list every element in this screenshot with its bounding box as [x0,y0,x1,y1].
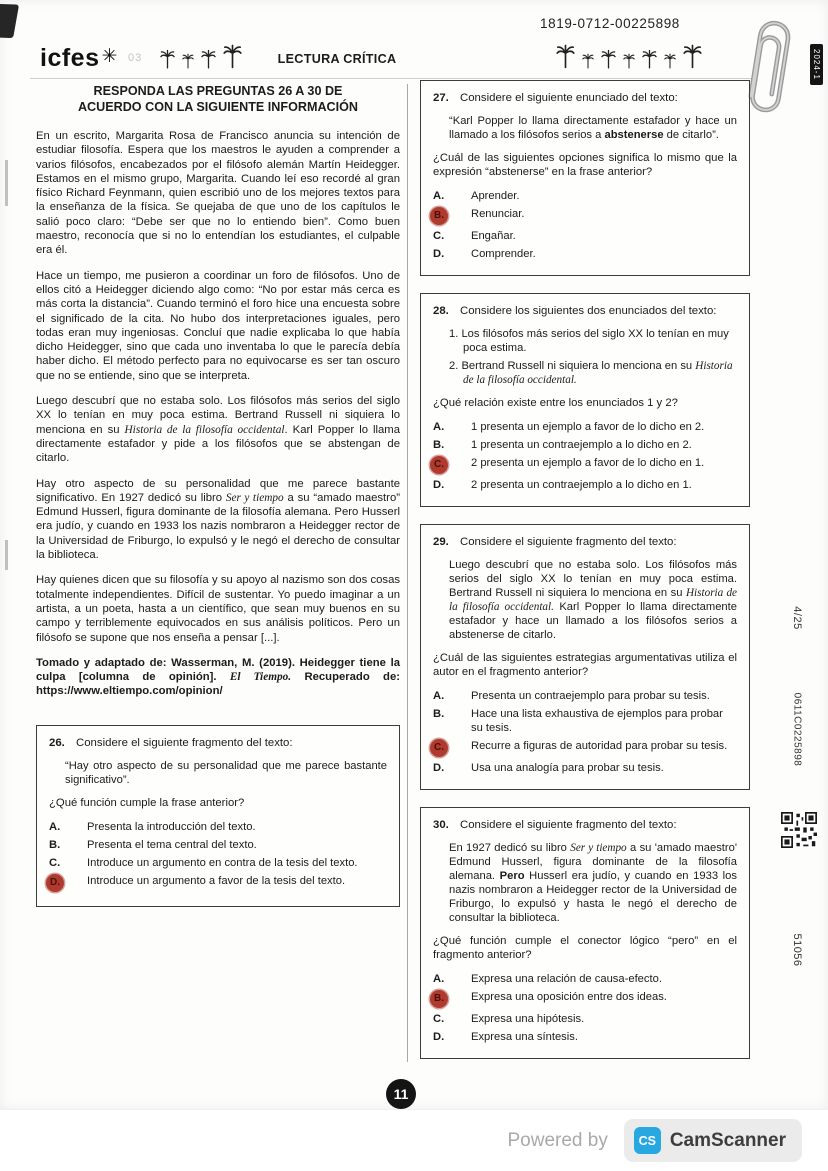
question-26 [36,725,400,907]
camscanner-logo-icon: CS [634,1127,661,1154]
instructions-title [36,84,400,115]
camscanner-name: CamScanner [669,1129,786,1151]
statement-list [433,327,737,387]
statement-1: 1. Los filósofos más serios del siglo XX lo tenían en muy poca estima. [449,328,729,354]
question-header [433,818,737,832]
option-a[interactable] [433,420,737,434]
question-intro: Considere el siguiente fragmento del texto: [460,536,677,548]
option-letter: D. [433,762,445,774]
option-letter-marked: C. [430,739,448,757]
option-text: Expresa una síntesis. [471,1031,578,1043]
passage-source: Tomado y adaptado de: Wasserman, M. (2019). Heidegger tiene la culpa [columna de opinión]. El Tiempo. Recuperado de: https://www.eltiempo.com/opinion/ [36,656,401,698]
option-text: 2 presenta un contraejemplo a lo dicho en 1. [471,479,692,491]
instructions-line1: RESPONDA LAS PREGUNTAS 26 A 30 DE [93,84,343,98]
year-tag: 2024-1 [810,44,823,85]
document-number: 1819-0712-00225898 [540,16,680,31]
question-prompt: ¿Cuál de las siguientes estrategias argumentativas utiliza el autor en el fragmento anterior? [433,652,737,678]
option-text: Expresa una hipótesis. [471,1013,585,1025]
book-title: Historia de la filosofía occidental. [463,360,733,386]
option-text: 1 presenta un ejemplo a favor de lo dicho en 2. [471,421,705,433]
option-text: Expresa una relación de causa-efecto. [471,973,662,985]
option-text: Hace una lista exhaustiva de ejemplos para probar su tesis. [471,708,723,734]
question-28 [420,293,750,507]
page-title: LECTURA CRÍTICA [277,52,397,66]
statement-2: 2. Bertrand Russell ni siquiera lo menciona en su Historia de la filosofía occidental. [449,360,733,386]
option-a[interactable] [433,189,737,203]
palm-tree-icon [642,48,657,69]
book-title: Historia de la filosofía occidental. [449,587,737,613]
option-text: 2 presenta un ejemplo a favor de lo dicho en 1. [471,457,705,469]
question-intro: Considere los siguientes dos enunciados del texto: [460,305,717,317]
passage-paragraph: En un escrito, Margarita Rosa de Francisco anuncia su intención de estudiar filosofía. Espera que los maestros le ayuden a comprender a varios filósofos, encabezados por el filósofo alemán Martín Heidegger. Estamos en el mismo grupo, Margarita. Cuando leí eso recordé al gran físico Richard Feynmann, quien escribió uno de los mejores textos para la enseñanza de la física. Se quejaba de que uno de los capítulos le salió poco claro: “Debe ser que no lo entiendo bien”. Como buen maestro, reconocía que si no lo entendían los estudiantes, el culpable era él. [36,130,400,257]
palm-tree-icon [601,48,616,69]
option-d[interactable] [433,247,737,261]
icfes-logo-text: icfes [40,44,100,72]
icfes-logo [40,44,118,73]
option-text: Aprender. [471,190,520,202]
option-c[interactable] [433,456,737,474]
option-d[interactable] [433,761,737,775]
emphasized-word: abstenerse [604,129,664,141]
palm-tree-icon [683,42,702,69]
option-text: Presenta un contraejemplo para probar su tesis. [471,690,710,702]
option-text: Comprender. [471,248,536,260]
question-27 [420,80,750,276]
passage-paragraph: Luego descubrí que no estaba solo. Los filósofos más serios del siglo XX lo tenían en muy poca estima. Bertrand Russell ni siquiera lo menciona en su Historia de la filosofía occidental. Karl Popper lo llama directamente estafador y pide a los filósofos que se abstengan de citarlo. [36,395,401,465]
palm-tree-icon [223,42,242,69]
option-letter: B. [49,838,61,851]
option-letter: D. [433,479,445,491]
option-letter: C. [433,230,445,242]
right-column [420,80,750,1076]
option-text: Expresa una oposición entre dos ideas. [471,991,667,1003]
option-b[interactable] [49,838,387,852]
option-letter: D. [433,1031,445,1043]
flower-icon: ✳ [101,46,118,67]
exam-booklet-code: 03 [128,52,143,64]
question-quote: En 1927 dedicó su libro Ser y tiempo a su 'amado maestro' Edmund Husserl, figura dominante de la filosofía alemana. Pero Husserl era judío, y cuando en 1933 los nazis nombraron a Heidegger rector de la Universidad de Friburgo, lo expulsó y hasta le negó el derecho de consultar la biblioteca. [449,842,737,924]
option-text: Usa una analogía para probar su tesis. [471,762,664,774]
option-letter: A. [433,973,445,985]
option-letter: C. [433,1013,445,1025]
palm-tree-icon [556,42,575,69]
option-a[interactable] [433,972,737,986]
option-letter: A. [433,421,445,433]
option-b[interactable] [433,207,737,225]
question-number: 30. [433,819,449,831]
palm-tree-icon [160,48,175,69]
page-number-badge: 11 [386,1079,416,1109]
option-a[interactable] [433,689,737,703]
option-letter-marked: B. [430,207,448,225]
question-prompt: ¿Qué relación existe entre los enunciados 1 y 2? [433,397,678,409]
option-letter-marked: B. [430,990,448,1008]
question-header [49,736,387,750]
question-header [433,91,737,105]
options-list [433,972,737,1044]
option-text: Introduce un argumento a favor de la tesis del texto. [87,874,346,887]
palm-tree-icon [182,52,194,69]
option-letter-marked: D. [46,874,64,892]
option-c[interactable] [433,1012,737,1026]
instructions-line2: ACUERDO CON LA SIGUIENTE INFORMACIÓN [77,99,359,114]
option-b[interactable] [433,438,737,452]
palm-tree-icon [582,52,594,69]
option-b[interactable] [433,707,737,735]
scan-edge-mark [5,540,8,570]
newspaper-title: El Tiempo. [229,671,292,684]
question-number: 27. [433,92,449,104]
question-quote: “Hay otro aspecto de su personalidad que me parece bastante significativo”. [65,759,387,786]
question-intro: Considere el siguiente enunciado del texto: [460,92,678,104]
scan-edge-mark [5,160,8,206]
powered-by-label: Powered by [507,1129,608,1151]
question-prompt: ¿Qué función cumple el conector lógico “pero” en el fragmento anterior? [433,935,737,961]
option-letter: B. [433,708,445,720]
option-b[interactable] [433,990,737,1008]
option-text: Presenta el tema central del texto. [87,838,257,851]
option-letter: A. [49,820,61,833]
question-header [433,535,737,549]
question-prompt: ¿Cuál de las siguientes opciones significa lo mismo que la expresión “abstenerse” en la frase anterior? [433,152,737,178]
palm-tree-icon [664,52,676,69]
question-header [433,304,737,318]
options-list [433,689,737,775]
question-intro: Considere el siguiente fragmento del texto: [460,819,677,831]
options-list [433,189,737,261]
question-number: 29. [433,536,449,548]
passage-paragraph: Hace un tiempo, me pusieron a coordinar un foro de filósofos. Uno de ellos citó a Heidegger diciendo algo como: “No por estar más cerca es más corta la distancia”. Cuando terminó el foro hice una encuesta sobre el significado de la cita. No hubo dos interpretaciones iguales, pero todas eran muy ingeniosas. Concluí que nadie explicaba lo que había dicho Heidegger, sino que cada uno inventaba lo que le parecía debía haber dicho. El método perfecto para no equivocarse es ser tan oscuro que no se entiende, sino que se interpreta. [36,269,400,382]
margin-page-fraction: 4/25 [791,606,803,630]
left-column [36,84,400,907]
option-letter: A. [433,190,445,202]
qr-code [781,812,817,848]
book-title: Historia de la filosofía occidental [124,423,285,436]
reading-passage [36,129,400,699]
question-number: 26. [49,736,65,749]
options-list [433,420,737,492]
emphasized-word: Pero [499,870,525,882]
palm-icon-group-right [556,42,702,69]
question-prompt: ¿Qué función cumple la frase anterior? [49,796,245,809]
option-c[interactable] [49,856,387,870]
margin-serial-number: 51056 [791,933,803,967]
column-divider [407,84,408,1062]
palm-tree-icon [201,48,216,69]
option-a[interactable] [49,820,387,834]
option-text: Engañar. [471,230,516,242]
option-text: 1 presenta un contraejemplo a lo dicho en 2. [471,439,692,451]
palm-icon-group-left [160,42,242,69]
option-d[interactable] [433,1030,737,1044]
option-letter-marked: C. [430,456,448,474]
option-text: Introduce un argumento en contra de la tesis del texto. [87,856,358,869]
option-letter: A. [433,690,445,702]
question-quote: “Karl Popper lo llama directamente estafador y hace un llamado a los filósofos serios a abstenerse de citarlo”. [449,115,737,141]
option-d[interactable] [433,478,737,492]
question-number: 28. [433,305,449,317]
palm-tree-icon [623,52,635,69]
camscanner-badge[interactable] [624,1119,802,1162]
question-quote: Luego descubrí que no estaba solo. Los filósofos más serios del siglo XX lo tenían en muy poca estima. Bertrand Russell ni siquiera lo menciona en su Historia de la filosofía occidental. Karl Popper lo llama directamente estafador y hace un llamado a los filósofos serios a abstenerse de citarlo. [449,559,737,641]
option-c[interactable] [433,229,737,243]
header-divider [30,78,752,79]
option-letter: B. [433,439,445,451]
option-letter: D. [433,248,445,260]
passage-paragraph: Hay quienes dicen que su filosofía y su apoyo al nazismo son dos cosas totalmente independientes. Difícil de sustentar. Yo puedo imaginar a un artista, a un poeta, hasta a un científico, que sean muy buenos en su campo y terriblemente equivocados en sus análisis políticos. Pero un filósofo se supone que nos enseña a pensar [...]. [36,574,400,644]
book-title: Ser y tiempo [225,491,284,504]
option-c[interactable] [433,739,737,757]
option-text: Renunciar. [471,208,525,220]
camscanner-footer [0,1109,828,1171]
passage-paragraph: Hay otro aspecto de su personalidad que me parece bastante significativo. En 1927 dedicó su libro Ser y tiempo a su “amado maestro” Edmund Husserl, figura dominante de la filosofía alemana. Pero Husserl era judío, y cuando en 1933 los nazis nombraron a Heidegger rector de la Universidad de Friburgo, lo expulsó y le negó el derecho de consultar la biblioteca. [36,477,400,562]
option-d[interactable] [49,874,387,892]
option-text: Recurre a figuras de autoridad para probar su tesis. [471,740,728,752]
option-letter: C. [49,856,61,869]
question-intro: Considere el siguiente fragmento del texto: [76,736,293,749]
margin-barcode-text: 0611C0225898 [791,692,803,767]
option-text: Presenta la introducción del texto. [87,820,256,833]
question-30 [420,807,750,1059]
question-29 [420,524,750,790]
book-title: Ser y tiempo [570,842,627,854]
options-list [49,820,387,892]
